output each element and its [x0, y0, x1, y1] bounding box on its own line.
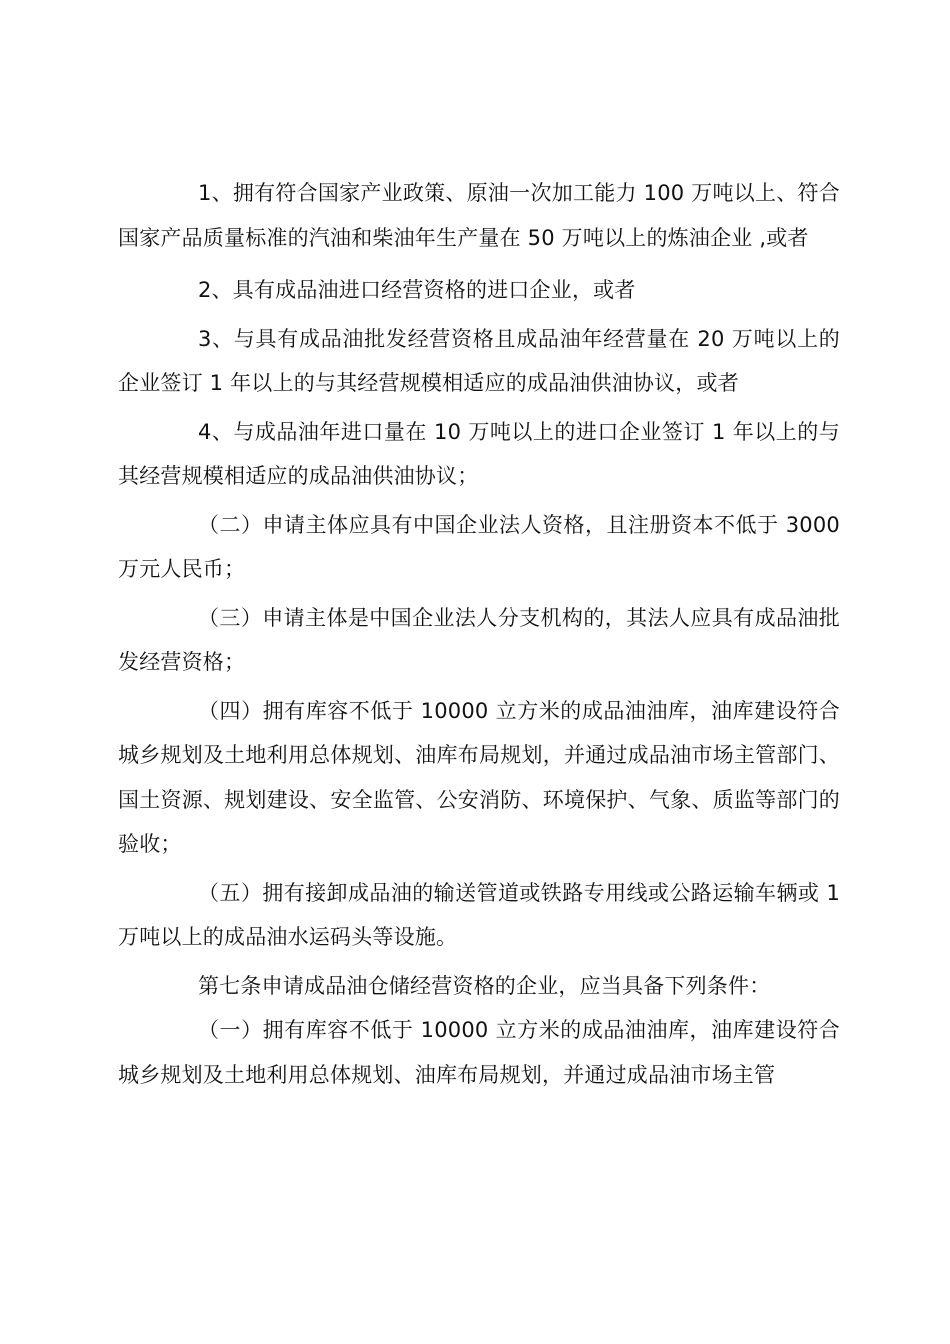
paragraph-item-3: 3、与具有成品油批发经营资格且成品油年经营量在 20 万吨以上的企业签订 1 年以上的与其经营规模相适应的成品油供油协议，或者: [118, 326, 840, 395]
paragraph-clause-4: （四）拥有库容不低于 10000 立方米的成品油油库，油库建设符合城乡规划及土地利用总体规划、油库布局规划，并通过成品油市场主管部门、国土资源、规划建设、安全监管、公安消防、环境保护、气象、质监等部门的验收；: [118, 698, 840, 856]
document-body: [118, 171, 840, 1097]
paragraph-clause-5: （五）拥有接卸成品油的输送管道或铁路专用线或公路运输车辆或 1 万吨以上的成品油水运码头等设施。: [118, 880, 840, 949]
paragraph-item-4: 4、与成品油年进口量在 10 万吨以上的进口企业签订 1 年以上的与其经营规模相适应的成品油供油协议；: [118, 419, 840, 488]
article-7-clause-1: （一）拥有库容不低于 10000 立方米的成品油油库，油库建设符合城乡规划及土地利用总体规划、油库布局规划，并通过成品油市场主管: [118, 1018, 840, 1087]
article-7-heading: 第七条申请成品油仓储经营资格的企业，应当具备下列条件：: [198, 973, 771, 998]
paragraph-clause-2: （二）申请主体应具有中国企业法人资格，且注册资本不低于 3000 万元人民币；: [118, 512, 840, 581]
paragraph-item-1: 1、拥有符合国家产业政策、原油一次加工能力 100 万吨以上、符合国家产品质量标准的汽油和柴油年生产量在 50 万吨以上的炼油企业 ,或者: [118, 181, 840, 250]
paragraph-clause-3: （三）申请主体是中国企业法人分支机构的，其法人应具有成品油批发经营资格；: [118, 605, 840, 674]
paragraph-item-2: 2、具有成品油进口经营资格的进口企业，或者: [198, 278, 636, 302]
